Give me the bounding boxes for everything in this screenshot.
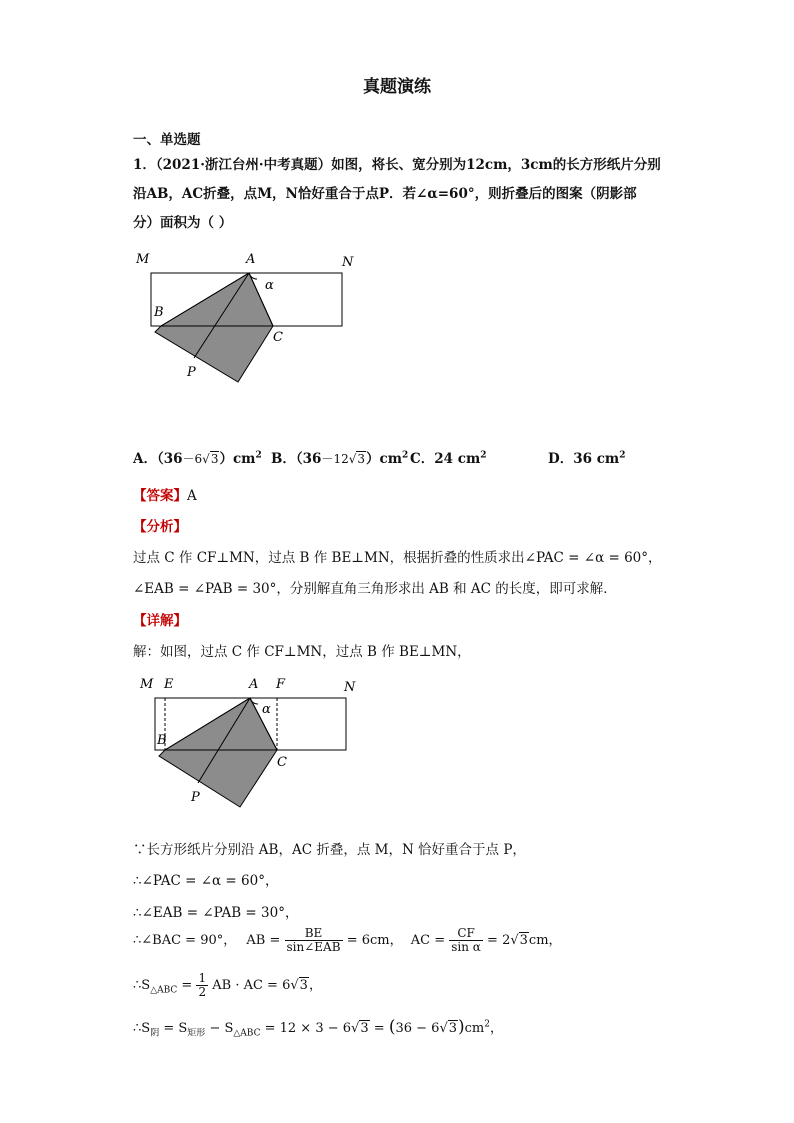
option-a[interactable]: A．$(36-6√3)cm^2$ — [133, 450, 262, 467]
label-M: M — [136, 252, 150, 267]
section-heading: 一、单选题 — [133, 132, 201, 148]
option-b[interactable]: B．$(36-12√3)cm^2$ — [271, 450, 409, 467]
label-C: C — [273, 330, 283, 345]
label-M: M — [140, 677, 154, 692]
label-N: N — [342, 255, 354, 270]
answer-row — [133, 484, 197, 504]
step-1: ∵长方形纸片分别沿 AB，AC 折叠，点 M，N 恰好重合于点 P， — [133, 842, 526, 858]
figure-2 — [128, 670, 368, 820]
detail-tag: 【详解】 — [133, 613, 187, 629]
analysis-tag: 【分析】 — [133, 519, 187, 535]
figure-1 — [128, 245, 368, 395]
label-B: B — [157, 733, 167, 748]
question-line-1: 1．（2021·浙江台州·中考真题）如图，将长、宽分别为12cm，3cm的长方形纸片分别 — [133, 157, 661, 173]
analysis-line-1: 过点 C 作 CF⊥MN，过点 B 作 BE⊥MN，根据折叠的性质求出∠PAC = ∠α = 60°， — [133, 550, 662, 566]
label-alpha: α — [265, 278, 274, 293]
page-title: 真题演练 — [363, 77, 431, 97]
label-P: P — [191, 790, 200, 805]
label-E: E — [164, 677, 174, 692]
step-3: ∴∠EAB = ∠PAB = 30°， — [133, 905, 299, 921]
question-line-3: 分）面积为（ ） — [133, 215, 233, 231]
answer-value: A — [187, 488, 197, 504]
step-4: ∴∠BAC = 90°， AB = $\frac{BE}{\text{sin∠EAB}}$ = 6cm， AC = $\frac{CF}{\text{sin α}}$ = 2√3cm， — [133, 926, 562, 954]
step-6: $\therefore S_阴 = S_{矩形} - S_{\triangle ABC} = 12 \times 3 - 6√3 = (36 - 6√3)cm^2$， — [133, 1017, 504, 1039]
label-A: A — [246, 252, 256, 267]
step-2: ∴∠PAC = ∠α = 60°， — [133, 873, 279, 889]
option-c[interactable]: C．24 $cm^2$ — [410, 450, 487, 467]
step-5: $\therefore S_{\triangle ABC}$ = $\frac{1}{2}$ AB · AC = 6√3， — [133, 971, 322, 999]
label-alpha: α — [262, 702, 271, 717]
label-A: A — [249, 677, 259, 692]
option-d[interactable]: D．36 $cm^2$ — [548, 450, 626, 467]
detail-intro: 解：如图，过点 C 作 CF⊥MN，过点 B 作 BE⊥MN， — [133, 644, 471, 660]
question-line-2: 沿AB，AC折叠，点M，N恰好重合于点P．若∠α=60°，则折叠后的图案（阴影部 — [133, 186, 637, 202]
analysis-line-2: ∠EAB = ∠PAB = 30°，分别解直角三角形求出 AB 和 AC 的长度，即可求解． — [133, 581, 617, 597]
label-C: C — [277, 755, 287, 770]
answer-tag: 【答案】 — [133, 488, 187, 504]
label-F: F — [276, 677, 286, 692]
label-P: P — [187, 365, 196, 380]
label-N: N — [344, 680, 356, 695]
label-B: B — [154, 305, 164, 320]
